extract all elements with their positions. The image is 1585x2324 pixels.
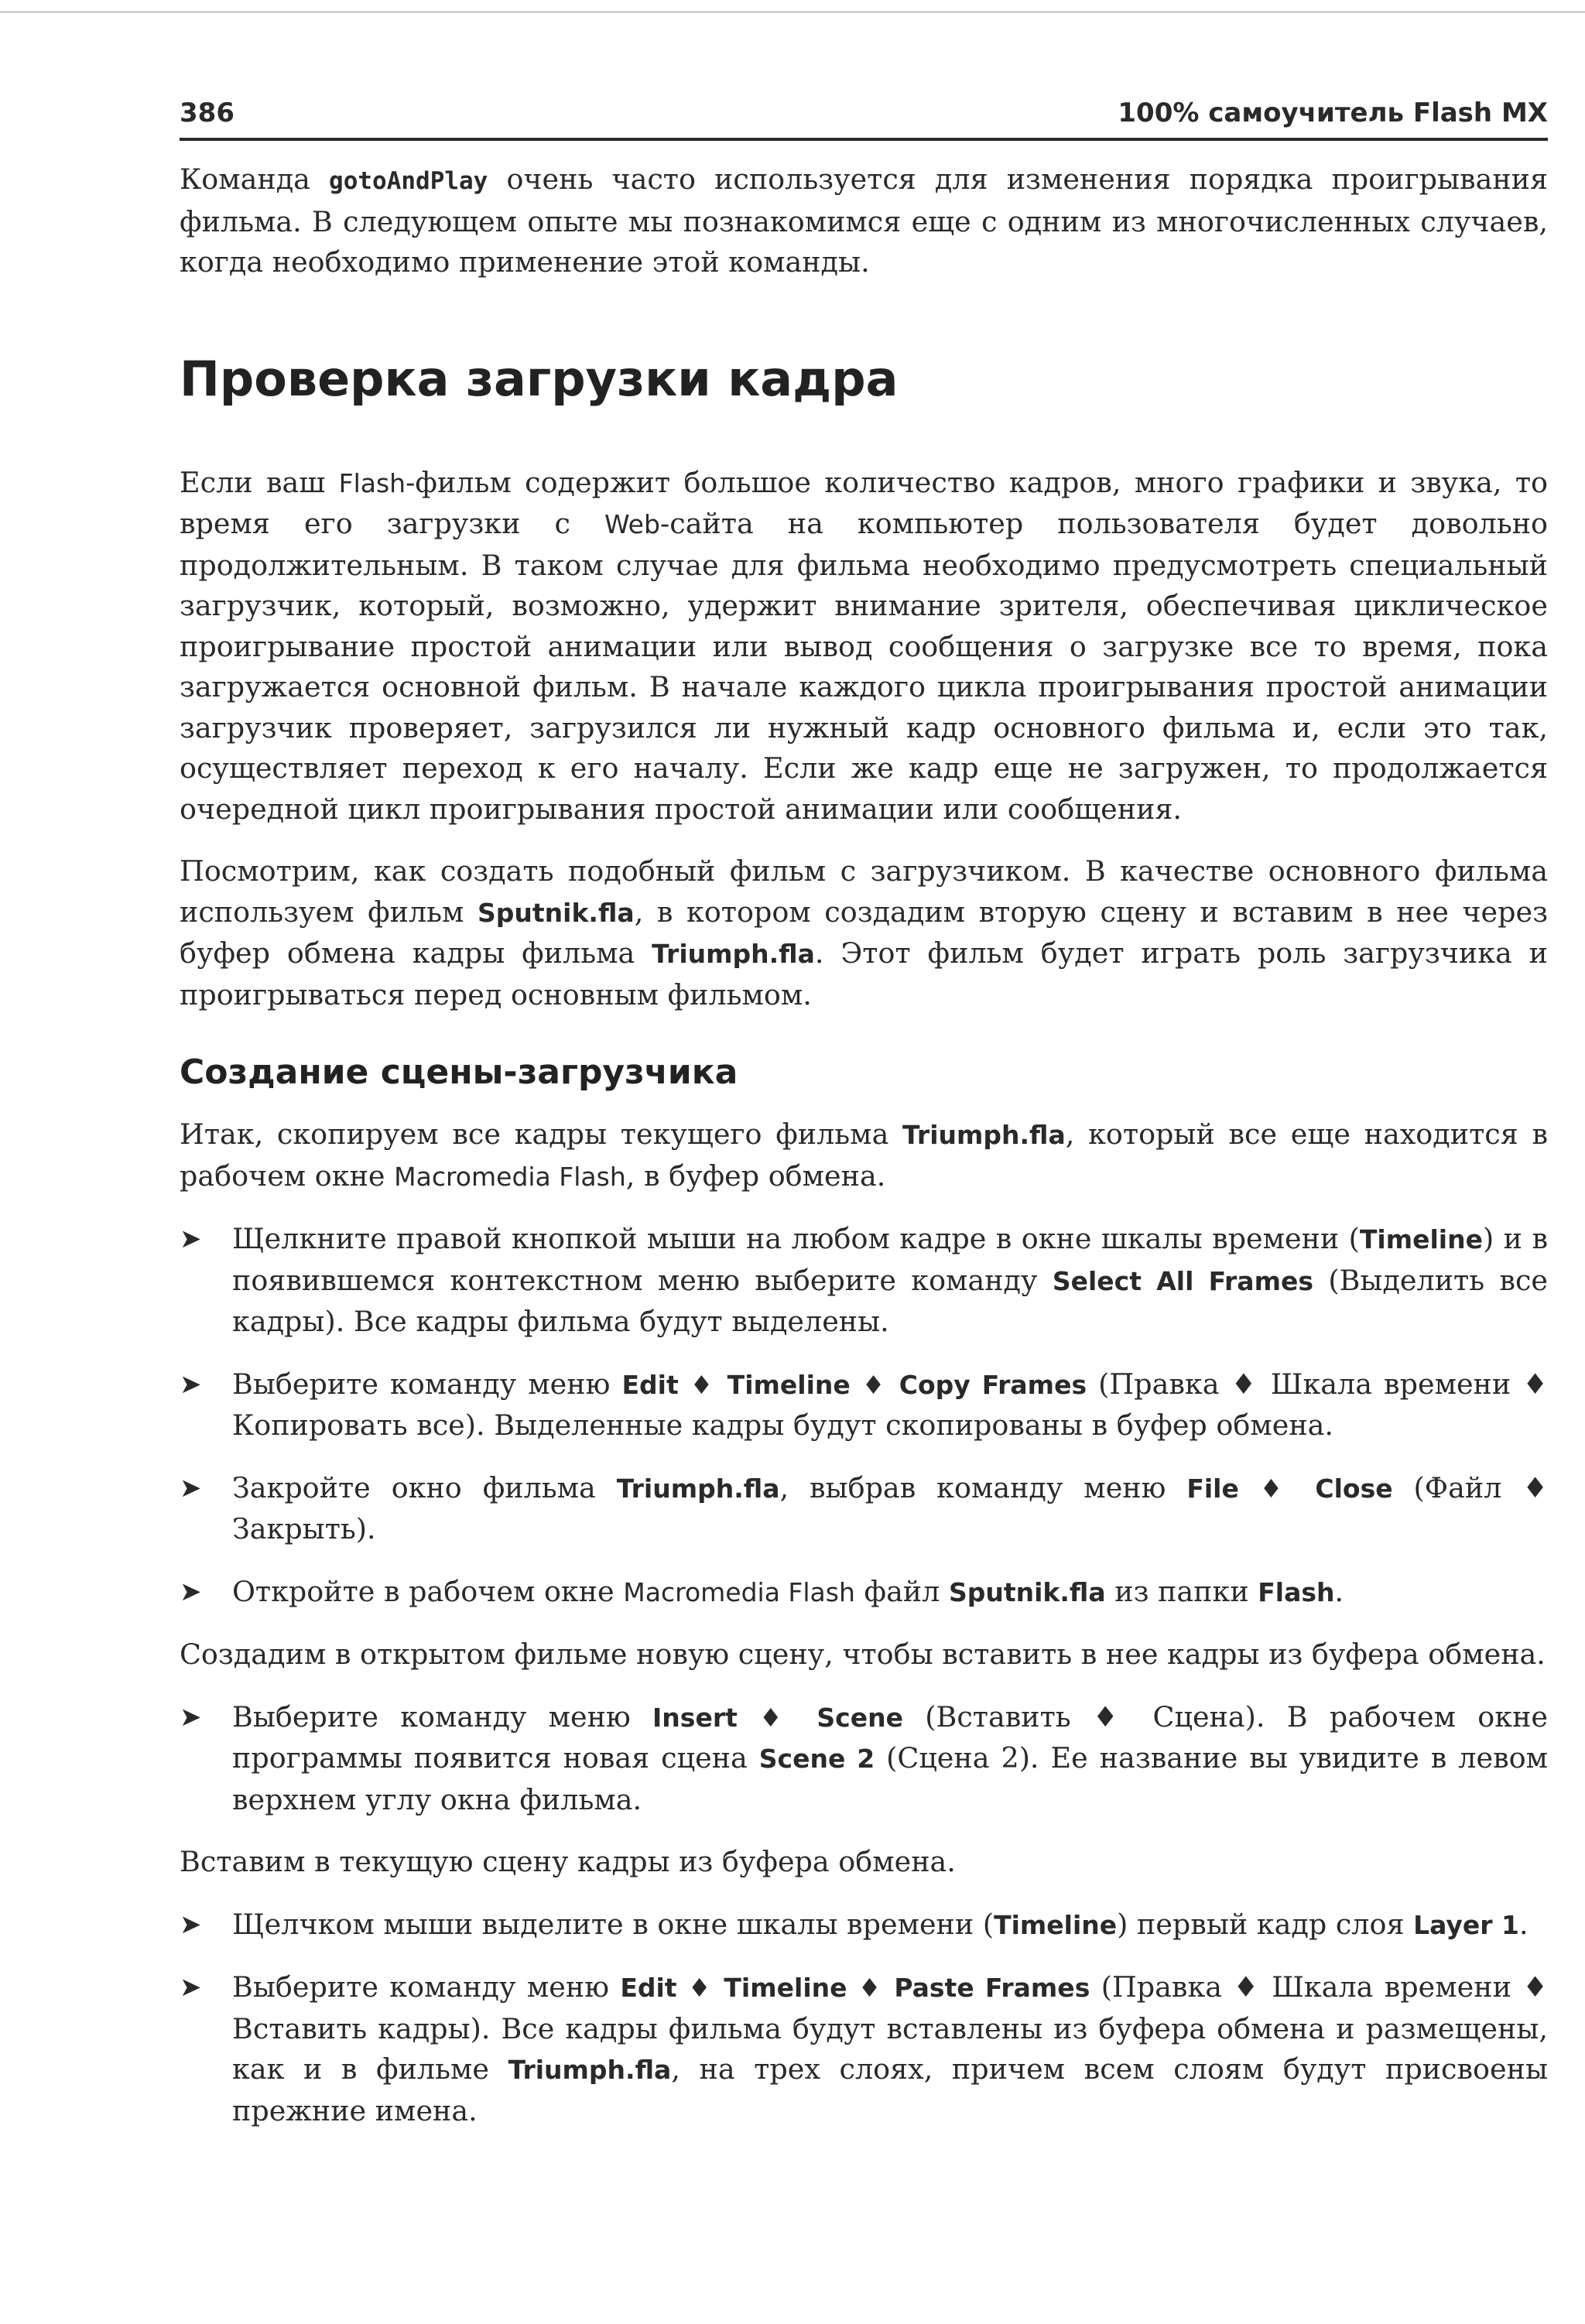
code-gotoandplay: gotoAndPlay (329, 167, 488, 195)
paragraph-new-scene: Создадим в открытом фильме новую сцену, чтобы вставить в нее кадры из буфера обмена. (180, 1638, 1546, 1671)
subsection-heading: Создание сцены-загрузчика (180, 1052, 738, 1092)
book-title: 100% самоучитель Flash MX (1118, 98, 1548, 128)
list-item: ➤ Откройте в рабочем окне Macromedia Flash файл Sputnik.fla из папки Flash. (180, 1572, 1548, 1614)
section-heading: Проверка загрузки кадра (180, 350, 899, 407)
arrow-bullet-icon: ➤ (180, 1908, 202, 1940)
steps-list-paste (180, 1905, 1548, 2132)
arrow-bullet-icon: ➤ (180, 1472, 202, 1504)
steps-list-scene (180, 1697, 1548, 1821)
paragraph-copy-frames: Итак, скопируем все кадры текущего фильма Triumph.fla, который все еще находится в рабочем окне Macromedia Flash, в буфер обмена. (180, 1118, 1549, 1193)
arrow-bullet-icon: ➤ (180, 1368, 202, 1400)
list-item: ➤ Закройте окно фильма Triumph.fla, выбрав команду меню File ♦ Close (Файл ♦ Закрыть). (180, 1468, 1548, 1550)
arrow-bullet-icon: ➤ (180, 1972, 202, 2003)
scan-edge-line (0, 11, 1585, 13)
list-item: ➤ Щелкните правой кнопкой мыши на любом кадре в окне шкалы времени (Timeline) и в появившемся контекстном меню выберите команду Select All Frames (Выделить все кадры). Все кадры фильма будут выделены. (180, 1219, 1548, 1343)
list-item: ➤ Выберите команду меню Edit ♦ Timeline ♦ Paste Frames (Правка ♦ Шкала времени ♦ Вставить кадры). Все кадры фильма будут вставлены из буфера обмена и размещены, как и в фильме Triumph.fla, на трех слоях, причем всем слоям будут присвоены прежние имена. (180, 1967, 1548, 2131)
page-body (180, 159, 1548, 2131)
arrow-bullet-icon: ➤ (180, 1701, 202, 1733)
steps-list-copy (180, 1219, 1548, 1613)
list-item: ➤ Выберите команду меню Edit ♦ Timeline ♦ Copy Frames (Правка ♦ Шкала времени ♦ Копировать все). Выделенные кадры будут скопированы в буфер обмена. (180, 1364, 1548, 1446)
arrow-bullet-icon: ➤ (180, 1576, 202, 1607)
page-number: 386 (180, 98, 234, 128)
arrow-bullet-icon: ➤ (180, 1224, 202, 1254)
paragraph-example-plan: Посмотрим, как создать подобный фильм с загрузчиком. В качестве основного фильма используем фильм Sputnik.fla, в котором создадим вторую сцену и вставим в нее через буфер обмена кадры фильма Triumph.fla. Этот фильм будет играть роль загрузчика и проигрываться перед основным фильмом. (180, 854, 1549, 1011)
paragraph-loader-intro: Если ваш Flash-фильм содержит большое количество кадров, много графики и звука, то время его загрузки с Web-сайта на компьютер пользователя будет довольно продолжительным. В таком случае для фильма необходимо предусмотреть специальный загрузчик, который, возможно, удержит внимание зрителя, обеспечивая циклическое проигрывание простой анимации или вывод сообщения о загрузке все то время, пока загружается основной фильм. В начале каждого цикла проигрывания простой анимации загрузчик проверяет, загрузился ли нужный кадр основного фильма и, если это так, осуществляет переход к его началу. Если же кадр еще не загружен, то продолжается очередной цикл проигрывания простой анимации или сообщения. (180, 465, 1549, 826)
intro-paragraph: Команда gotoAndPlay очень часто используется для изменения порядка проигрывания фильма. В следующем опыте мы познакомимся еще с одним из многочисленных случаев, когда необходимо применение этой команды. (180, 163, 1549, 279)
running-header (180, 91, 1548, 141)
list-item: ➤ Выберите команду меню Insert ♦ Scene (Вставить ♦ Сцена). В рабочем окне программы появится новая сцена Scene 2 (Сцена 2). Ее название вы увидите в левом верхнем углу окна фильма. (180, 1697, 1548, 1821)
paragraph-paste-intro: Вставим в текущую сцену кадры из буфера обмена. (180, 1845, 956, 1878)
list-item: ➤ Щелчком мыши выделите в окне шкалы времени (Timeline) первый кадр слоя Layer 1. (180, 1905, 1548, 1946)
